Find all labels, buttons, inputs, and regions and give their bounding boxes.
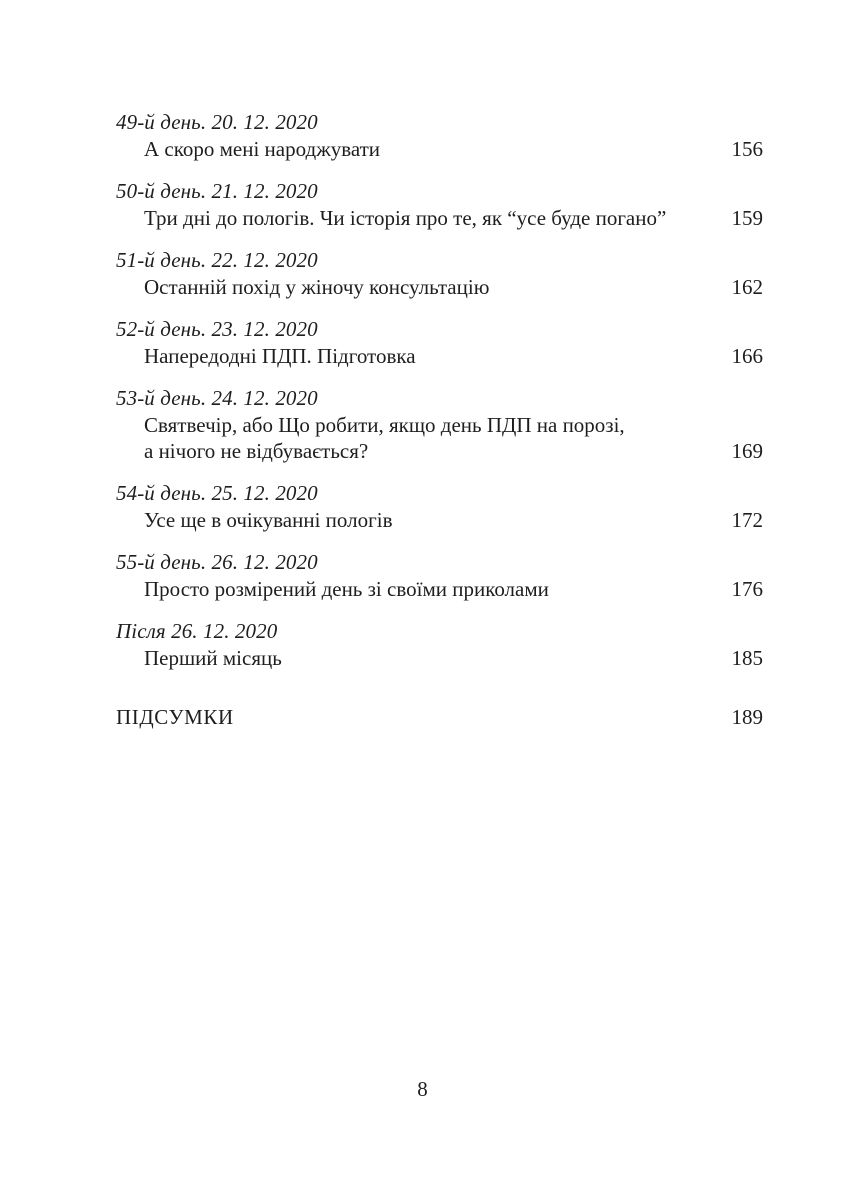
table-of-contents xyxy=(116,110,763,729)
toc-entry xyxy=(116,550,763,601)
toc-entry-row xyxy=(116,508,763,532)
toc-entry-page: 169 xyxy=(731,439,763,463)
toc-entry-title-line-1: Святвечір, або Що робити, якщо день ПДП на порозі, xyxy=(144,413,625,437)
toc-entry xyxy=(116,248,763,299)
toc-entry-row xyxy=(116,577,763,601)
toc-entry xyxy=(116,481,763,532)
toc-summary-page: 189 xyxy=(731,705,763,729)
toc-entry-title: Просто розмірений день зі своїми приколами xyxy=(144,577,549,601)
toc-entry xyxy=(116,317,763,368)
toc-entry-page: 159 xyxy=(731,206,763,230)
toc-entry xyxy=(116,110,763,161)
toc-entry-title: А скоро мені народжувати xyxy=(144,137,381,161)
toc-entry-title-line-2: а нічого не відбувається? xyxy=(144,439,369,463)
toc-entry-page: 176 xyxy=(731,577,763,601)
toc-entry-title: Перший місяць xyxy=(144,646,282,670)
toc-entry-day: Після 26. 12. 2020 xyxy=(116,619,278,643)
toc-entry-page: 162 xyxy=(731,275,763,299)
toc-entry-day: 54-й день. 25. 12. 2020 xyxy=(116,481,318,505)
toc-entry xyxy=(116,619,763,670)
toc-entry-page: 166 xyxy=(731,344,763,368)
toc-entry-day: 53-й день. 24. 12. 2020 xyxy=(116,386,318,410)
toc-entry-day: 52-й день. 23. 12. 2020 xyxy=(116,317,318,341)
toc-entry-row xyxy=(116,344,763,368)
toc-entry-page: 185 xyxy=(731,646,763,670)
toc-entry-page: 172 xyxy=(731,508,763,532)
toc-entry-day: 55-й день. 26. 12. 2020 xyxy=(116,550,318,574)
toc-entry-row xyxy=(116,137,763,161)
toc-entry-title: Напередодні ПДП. Підготовка xyxy=(144,344,416,368)
toc-entry-title: Три дні до пологів. Чи історія про те, як “усе буде погано” xyxy=(144,206,667,230)
toc-entry-day: 51-й день. 22. 12. 2020 xyxy=(116,248,318,272)
toc-entry-row xyxy=(116,275,763,299)
toc-entry-title: Усе ще в очікуванні пологів xyxy=(144,508,393,532)
toc-entry-page: 156 xyxy=(731,137,763,161)
toc-entry-row xyxy=(116,413,763,463)
page-number: 8 xyxy=(417,1077,428,1101)
toc-entry xyxy=(116,179,763,230)
toc-entry-row xyxy=(116,206,763,230)
toc-entry-day: 50-й день. 21. 12. 2020 xyxy=(116,179,318,203)
toc-entry xyxy=(116,386,763,463)
toc-summary xyxy=(116,705,763,729)
toc-entry-row xyxy=(116,646,763,670)
toc-summary-title: ПІДСУМКИ xyxy=(116,705,234,729)
toc-entry-day: 49-й день. 20. 12. 2020 xyxy=(116,110,318,134)
toc-entry-title: Останній похід у жіночу консультацію xyxy=(144,275,490,299)
